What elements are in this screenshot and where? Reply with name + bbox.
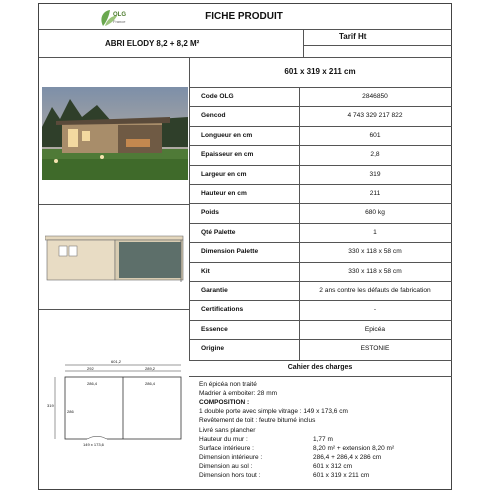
olg-logo: [95, 8, 129, 30]
spec-value: 2846850: [362, 93, 388, 100]
spec-label: Qté Palette: [201, 228, 236, 236]
cahier-row-value: 286,4 + 286,4 x 286 cm: [313, 453, 382, 461]
cahier-row-value: 601 x 312 cm: [313, 462, 353, 470]
spec-label: Code OLG: [201, 93, 234, 100]
spec-value: ESTONIE: [360, 345, 390, 353]
cahier-line: COMPOSITION :: [199, 399, 250, 407]
spec-value: 601: [369, 131, 381, 139]
cahier-row-label: Surface intérieure :: [199, 444, 254, 452]
plan-top-right: 289,2: [145, 366, 156, 371]
spec-label: Longueur en cm: [201, 131, 253, 139]
cahier-line: Madrier à emboiter: 28 mm: [199, 390, 278, 398]
plan-depth-inner: 286: [67, 409, 74, 414]
plan-door: 149 x 173,6: [83, 442, 104, 447]
spec-label: Gencod: [201, 112, 226, 120]
cahier-row-label: Dimension hors tout :: [199, 472, 261, 479]
spec-label: Kit: [201, 267, 210, 275]
logo-subtext: France: [113, 19, 126, 24]
spec-value: -: [373, 306, 377, 314]
spec-label: Poids: [201, 209, 219, 217]
cahier-row-value: 601 x 319 x 211 cm: [313, 472, 370, 479]
price-label: Tarif Ht: [339, 32, 367, 41]
spec-label: Largeur en cm: [201, 170, 247, 178]
spec-value: 330 x 118 x 58 cm: [348, 267, 402, 275]
plan-total-width: 601,2: [111, 359, 122, 364]
cahier-row-value: 8,20 m² + extension 8,20 m²: [313, 444, 395, 452]
logo-text: OLG: [113, 12, 126, 18]
cahier-title: Cahier des charges: [287, 364, 353, 371]
cahier-row-label: Hauteur du mur :: [199, 435, 248, 443]
spec-value: 2,8: [370, 151, 380, 159]
spec-value: 330 x 118 x 58 cm: [348, 248, 402, 256]
floor-plan: [47, 359, 185, 453]
product-name: ABRI ELODY 8,2 + 8,2 M²: [105, 39, 200, 48]
plan-top-left: 292: [87, 366, 94, 371]
cahier-line: Revêtement de toit : feutre bitumé inclus: [199, 417, 316, 425]
spec-value: Epicéa: [364, 325, 386, 333]
plan-inner-left: 286,4: [87, 381, 98, 386]
product-drawing: [45, 226, 185, 284]
spec-value: 2 ans contre les défauts de fabrication: [319, 287, 431, 294]
spec-label: Essence: [201, 325, 228, 333]
spec-value: 680 kg: [365, 209, 385, 217]
dimensions-heading: 601 x 319 x 211 cm: [284, 67, 356, 76]
spec-value: 319: [369, 170, 381, 178]
spec-label: Epaisseur en cm: [201, 151, 254, 159]
cahier-line: Livré sans plancher: [199, 426, 256, 434]
spec-label: Dimension Palette: [201, 248, 259, 256]
cahier-line: En épicéa non traité: [199, 381, 257, 388]
cahier-row-label: Dimension au sol :: [199, 462, 253, 470]
spec-label: Origine: [201, 345, 225, 353]
spec-value: 4 743 329 217 822: [347, 112, 403, 120]
plan-depth-outer: 319: [47, 403, 54, 408]
page-title: FICHE PRODUIT: [205, 11, 283, 22]
spec-label: Certifications: [201, 306, 244, 314]
spec-label: Hauteur en cm: [201, 190, 247, 197]
plan-inner-right: 286,4: [145, 381, 156, 386]
cahier-row-value: 1,77 m: [313, 435, 333, 443]
spec-value: 211: [369, 190, 381, 197]
product-photo: [42, 87, 188, 180]
product-sheet: [38, 3, 452, 490]
cahier-row-label: Dimension intérieure :: [199, 453, 263, 461]
spec-value: 1: [373, 228, 377, 236]
cahier-line: 1 double porte avec simple vitrage : 149 x 173,6 cm: [199, 408, 348, 416]
spec-label: Garantie: [201, 287, 228, 294]
